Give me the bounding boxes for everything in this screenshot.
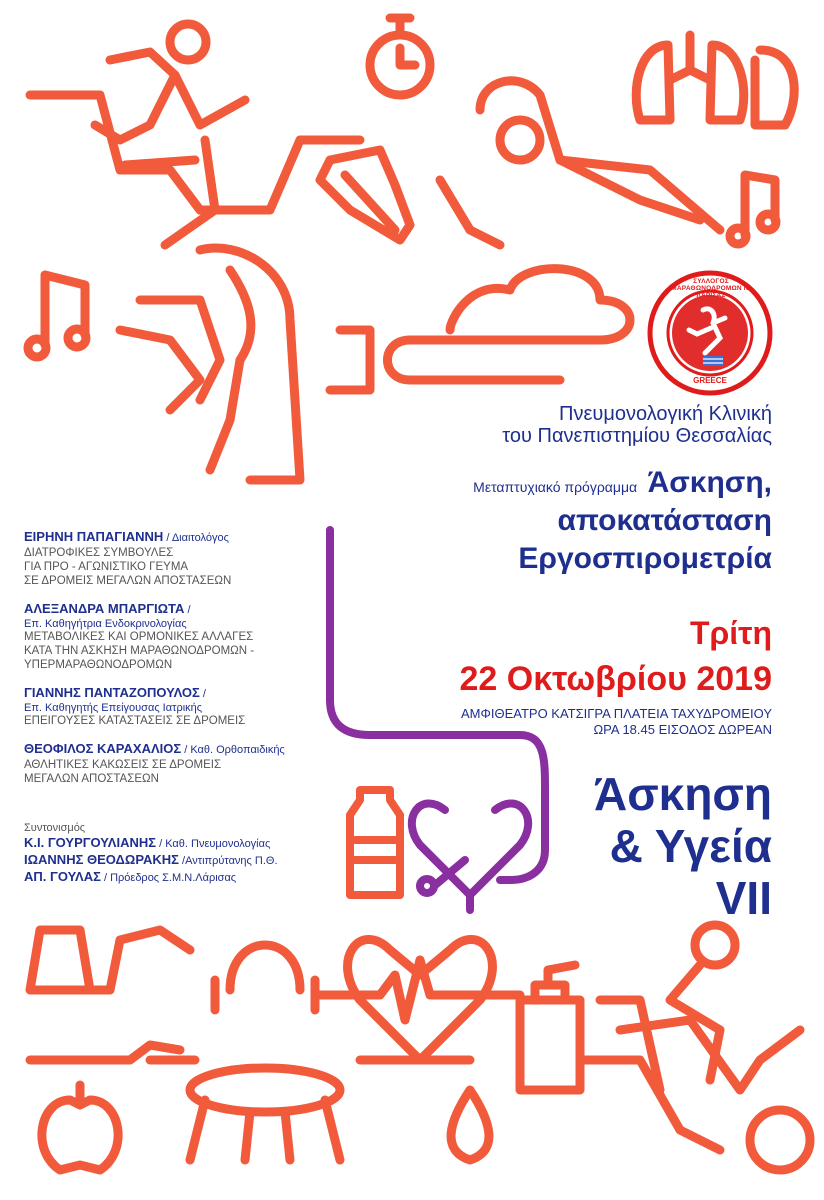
event-venue [461, 706, 772, 738]
event-title-line-3: VII [715, 872, 772, 924]
apple-icon [42, 1085, 118, 1170]
speaker-role: / [199, 688, 206, 700]
speaker-topic-line: ΣΕ ΔΡΟΜΕΙΣ ΜΕΓΑΛΩΝ ΑΠΟΣΤΑΣΕΩΝ [24, 575, 232, 587]
speaker-role: / [184, 604, 191, 616]
speaker-topic-line: ΜΕΤΑΒΟΛΙΚΕΣ ΚΑΙ ΟΡΜΟΝΙΚΕΣ ΑΛΛΑΓΕΣ [24, 631, 254, 643]
coordinator-name: ΙΩΑΝΝΗΣ ΘΕΟΔΩΡΑΚΗΣ [24, 852, 179, 867]
speaker-item [24, 600, 344, 672]
speaker-name: ΑΛΕΞΑΝΔΡΑ ΜΠΑΡΓΙΩΤΑ [24, 601, 185, 616]
logo-ring-text: ΣΥΛΛΟΓΟΣ ΜΑΡΑΘΩΝΟΔΡΟΜΩΝ Ν. ΛΑΡΙΣΑΣ [671, 278, 751, 299]
speaker-topic-line: ΓΙΑ ΠΡΟ - ΑΓΩΝΙΣΤΙΚΟ ΓΕΥΜΑ [24, 561, 189, 573]
speaker-topic-line: ΑΘΛΗΤΙΚΕΣ ΚΑΚΩΣΕΙΣ ΣΕ ΔΡΟΜΕΙΣ [24, 759, 222, 771]
event-day: Τρίτη [689, 615, 772, 651]
music-note-icon [730, 175, 776, 244]
event-title-line-2: & Υγεία [609, 820, 772, 872]
coordinator-name: ΑΠ. ΓΟΥΛΑΣ [24, 869, 101, 884]
event-date: 22 Οκτωβρίου 2019 [459, 660, 772, 698]
book-icon [30, 930, 90, 990]
venue-line-1: ΑΜΦΙΘΕΑΤΡΟ ΚΑΤΣΙΓΡΑ ΠΛΑΤΕΙΑ ΤΑΧΥΔΡΟΜΕΙΟΥ [460, 706, 772, 721]
spray-bottle-icon [520, 965, 580, 1090]
coordination-label: Συντονισμός [24, 822, 86, 834]
logo-country: GREECE [693, 376, 727, 385]
speaker-topic-line: ΥΠΕΡΜΑΡΑΘΩΝΟΔΡΟΜΩΝ [24, 659, 173, 671]
coordinator-row [24, 852, 364, 869]
clinic-line-2: του Πανεπιστημίου Θεσσαλίας [502, 425, 772, 447]
coordinator-role: /Αντιπρύτανης Π.Θ. [178, 855, 278, 867]
program-title-1: Άσκηση, [647, 466, 772, 499]
speaker-topic-line: ΕΠΕΙΓΟΥΣΕΣ ΚΑΤΑΣΤΑΣΕΙΣ ΣΕ ΔΡΟΜΕΙΣ [24, 715, 246, 727]
trampoline-icon [190, 1068, 340, 1160]
coordination-block [24, 822, 364, 886]
cyclist-icon [600, 925, 810, 1170]
speaker-item [24, 740, 344, 786]
program-title-3: Εργοσπιρομετρία [518, 542, 772, 575]
stopwatch-icon [370, 18, 430, 95]
program-heading [473, 465, 772, 501]
coordinator-role: / Πρόεδρος Σ.Μ.Ν.Λάρισας [100, 872, 237, 884]
speaker-name: ΘΕΟΦΙΛΟΣ ΚΑΡΑΧΑΛΙΟΣ [24, 741, 182, 756]
coordinator-row [24, 869, 364, 886]
speaker-role: / Καθ. Ορθοπαιδικής [181, 744, 285, 756]
coordinator-row [24, 835, 364, 852]
coordinator-name: Κ.Ι. ΓΟΥΡΓΟΥΛΙΑΝΗΣ [24, 835, 157, 850]
lungs-icon [636, 35, 794, 125]
program-title-lines [518, 502, 772, 578]
program-title-2: αποκατάσταση [557, 504, 772, 537]
sneaker-icon [320, 150, 410, 240]
speaker-name: ΕΙΡΗΝΗ ΠΑΠΑΓΙΑΝΝΗ [24, 529, 164, 544]
coordinator-role: / Καθ. Πνευμονολογίας [156, 838, 271, 850]
program-label: Μεταπτυχιακό πρόγραμμα [473, 479, 638, 495]
stethoscope-icon [412, 803, 528, 910]
clinic-name [502, 403, 772, 447]
speaker-topic-line: ΚΑΤΑ ΤΗΝ ΑΣΚΗΣΗ ΜΑΡΑΘΩΝΟΔΡΟΜΩΝ - [24, 645, 255, 657]
clinic-line-1: Πνευμονολογική Κλινική [559, 403, 772, 425]
marathon-club-logo [645, 268, 775, 398]
speaker-role: / Διαιτολόγος [163, 532, 229, 544]
speaker-role-title: Επ. Καθηγήτρια Ενδοκρινολογίας [24, 618, 187, 630]
venue-line-2: ΩΡΑ 18.45 ΕΙΣΟΔΟΣ ΔΩΡΕΑΝ [593, 722, 772, 737]
speaker-item [24, 528, 344, 588]
speaker-item [24, 684, 344, 728]
speakers-list [24, 528, 344, 798]
speaker-role-title: Επ. Καθηγητής Επείγουσας Ιατρικής [24, 702, 203, 714]
event-title [594, 768, 772, 924]
water-drop-icon [451, 1090, 489, 1160]
speaker-topic-line: ΔΙΑΤΡΟΦΙΚΕΣ ΣΥΜΒΟΥΛΕΣ [24, 547, 174, 559]
headphones-icon [215, 945, 315, 1010]
music-note-icon [28, 275, 86, 357]
speaker-name: ΓΙΑΝΝΗΣ ΠΑΝΤΑΖΟΠΟΥΛΟΣ [24, 685, 200, 700]
event-title-line-1: Άσκηση [593, 768, 772, 820]
speaker-topic-line: ΜΕΓΑΛΩΝ ΑΠΟΣΤΑΣΕΩΝ [24, 773, 159, 785]
